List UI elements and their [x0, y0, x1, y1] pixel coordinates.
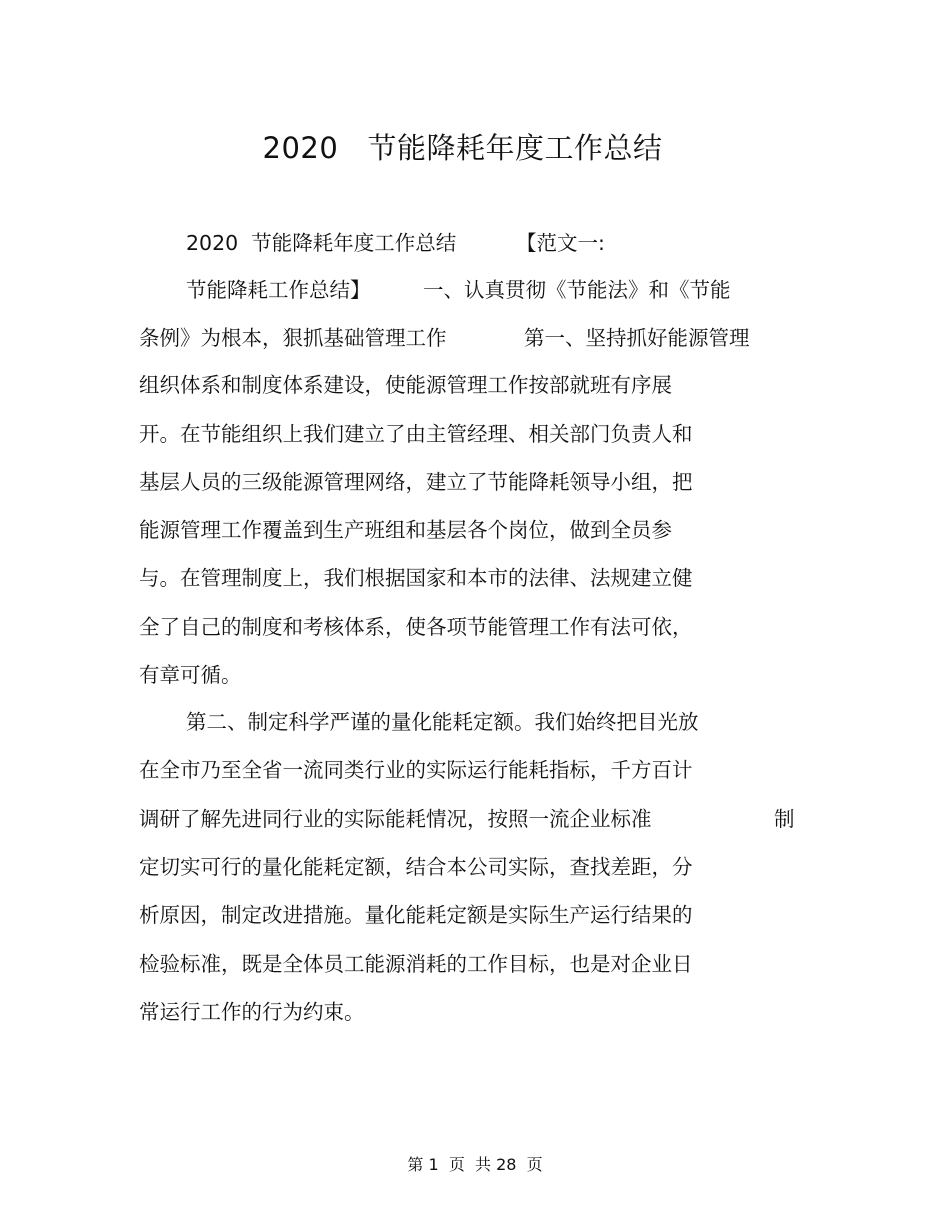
- text-segment: 在全市乃至全省一流同类行业的实际运行能耗指标，千方百计: [139, 758, 693, 782]
- text-segment: 常运行工作的行为约束。: [139, 1000, 365, 1024]
- text-segment: 第一、坚持抓好能源管理: [524, 326, 750, 350]
- text-segment: 有章可循。: [139, 663, 242, 687]
- text-segment: 条例》为根本，狠抓基础管理工作: [139, 326, 447, 350]
- text-segment: 开。在节能组织上我们建立了由主管经理、相关部门负责人和: [139, 422, 693, 446]
- text-segment: 检验标准，既是全体员工能源消耗的工作目标，也是对企业日: [139, 952, 693, 976]
- text-segment: 【范文一:: [516, 231, 605, 255]
- text-line: [0, 418, 693, 450]
- document-title: 2020 节能降耗年度工作总结: [262, 131, 663, 165]
- text-segment: 定切实可行的量化能耗定额，结合本公司实际，查找差距，分: [139, 855, 693, 879]
- text-line: [0, 369, 672, 401]
- text-segment: 制: [774, 807, 795, 831]
- text-line: [0, 706, 699, 738]
- text-line: [0, 899, 693, 931]
- text-line: [0, 851, 693, 883]
- text-line: [0, 562, 693, 594]
- text-segment: 2020 节能降耗年度工作总结: [186, 231, 457, 255]
- text-line: [0, 227, 605, 259]
- text-segment: 能源管理工作覆盖到生产班组和基层各个岗位，做到全员参: [139, 518, 672, 542]
- text-segment: 节能降耗工作总结】: [186, 278, 371, 302]
- text-line: [0, 466, 693, 498]
- text-segment: 组织体系和制度体系建设，使能源管理工作按部就班有序展: [139, 373, 672, 397]
- text-line: [0, 803, 795, 835]
- text-line: [0, 659, 242, 691]
- text-segment: 全了自己的制度和考核体系，使各项节能管理工作有法可依，: [139, 615, 693, 639]
- text-line: [0, 948, 693, 980]
- page-number-footer: 第 1 页 共 28 页: [407, 1155, 543, 1174]
- text-segment: 基层人员的三级能源管理网络，建立了节能降耗领导小组，把: [139, 470, 693, 494]
- text-segment: 与。在管理制度上，我们根据国家和本市的法律、法规建立健: [139, 566, 693, 590]
- text-segment: 析原因，制定改进措施。量化能耗定额是实际生产运行结果的: [139, 903, 693, 927]
- text-line: [0, 322, 750, 354]
- text-line: [0, 996, 365, 1028]
- text-line: [0, 274, 731, 306]
- text-line: [0, 754, 693, 786]
- text-line: [0, 514, 672, 546]
- text-segment: 调研了解先进同行业的实际能耗情况，按照一流企业标准: [139, 807, 652, 831]
- text-line: [0, 611, 693, 643]
- text-segment: 第二、制定科学严谨的量化能耗定额。我们始终把目光放: [186, 710, 699, 734]
- text-segment: 一、认真贯彻《节能法》和《节能: [423, 278, 731, 302]
